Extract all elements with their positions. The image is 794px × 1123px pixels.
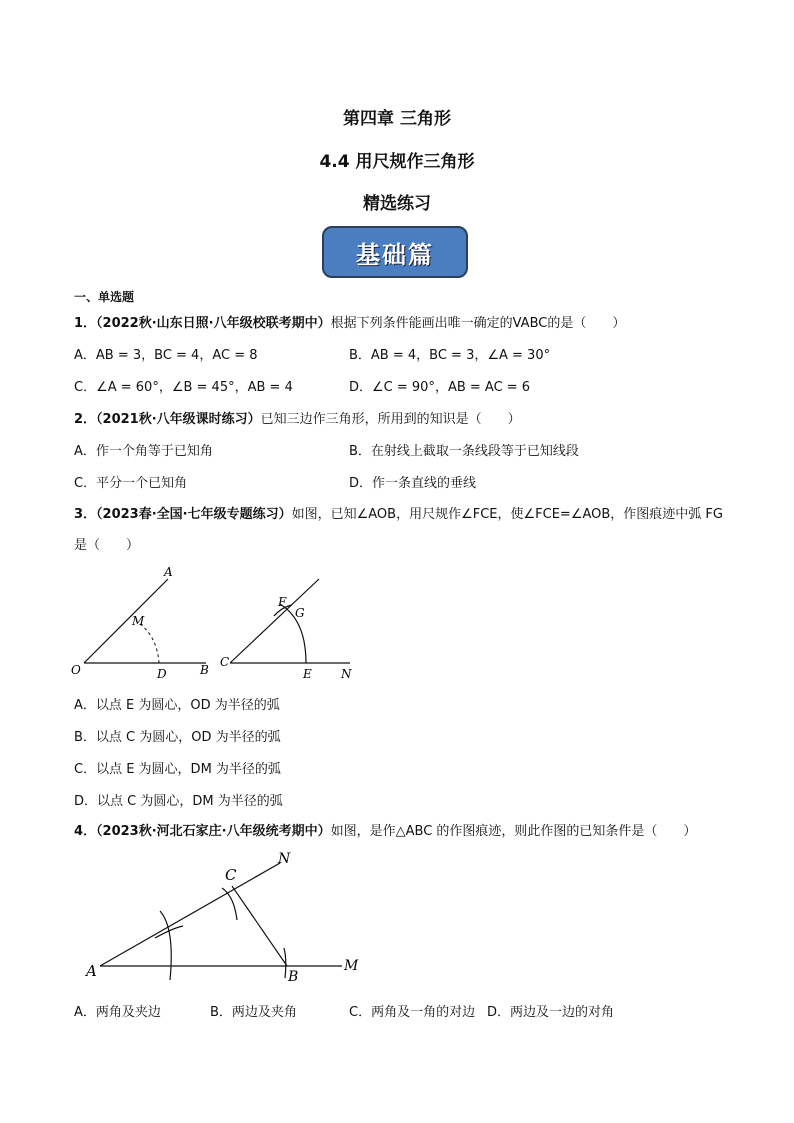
question-3-continued: 是（ ） [74,538,140,553]
q3-option-c[interactable]: C．以点 E 为圆心，DM 为半径的弧 [74,762,281,777]
label-d: D [157,667,167,681]
label-a: A [164,565,173,579]
question-text: 已知三边作三角形，所用到的知识是（ ） [260,412,521,427]
label-a: A [86,962,97,980]
q2-option-d[interactable]: D．作一条直线的垂线 [349,476,477,491]
label-e: E [303,667,312,681]
arc-large-a [160,911,171,980]
label-n: N [341,667,352,681]
label-c: C [225,866,237,884]
q2-option-c[interactable]: C．平分一个已知角 [74,476,188,491]
label-b: B [200,663,209,677]
chapter-title: 第四章 三角形 [343,109,451,129]
q4-figure [80,848,380,988]
ray-an [100,863,280,966]
label-m: M [132,614,145,628]
question-2 [74,411,521,429]
q4-option-b[interactable]: B．两边及夹角 [210,1005,297,1020]
question-source: （2022秋·山东日照·八年级校联考期中） [96,316,331,331]
q3-option-d[interactable]: D．以点 C 为圆心，DM 为半径的弧 [74,794,283,809]
question-4 [74,823,696,841]
subtitle: 精选练习 [363,194,431,214]
question-text: 根据下列条件能画出唯一确定的VABC的是（ ） [330,316,626,331]
question-number: 1． [74,316,97,331]
q1-option-c[interactable]: C．∠A = 60°，∠B = 45°，AB = 4 [74,380,293,395]
question-text: 如图，已知∠AOB，用尺规作∠FCE，使∠FCE=∠AOB，作图痕迹中弧 FG [291,507,723,522]
label-o: O [71,663,81,677]
q2-option-a[interactable]: A．作一个角等于已知角 [74,444,213,459]
question-number: 3． [74,507,97,522]
question-number: 2． [74,412,97,427]
question-text: 如图，是作△ABC 的作图痕迹，则此作图的已知条件是（ ） [330,824,697,839]
arc-c [222,888,237,920]
label-b: B [288,969,299,985]
section-heading: 一、单选题 [74,290,135,304]
label-f: F [278,595,287,609]
q4-option-d[interactable]: D．两边及一边的对角 [487,1005,615,1020]
label-c: C [220,655,230,669]
level-badge: 基础篇 [322,226,468,278]
section-title: 4.4 用尺规作三角形 [319,152,475,172]
question-3 [74,506,723,524]
q4-option-c[interactable]: C．两角及一角的对边 [349,1005,476,1020]
q3-option-b[interactable]: B．以点 C 为圆心，OD 为半径的弧 [74,730,281,745]
q2-option-b[interactable]: B．在射线上截取一条线段等于已知线段 [349,444,579,459]
question-source: （2023春·全国·七年级专题练习） [96,507,292,522]
q1-option-d[interactable]: D．∠C = 90°，AB = AC = 6 [349,380,531,395]
question-source: （2023秋·河北石家庄·八年级统考期中） [96,824,331,839]
label-m: M [344,958,359,974]
dashed-arc-md [140,624,159,663]
q3-option-a[interactable]: A．以点 E 为圆心，OD 为半径的弧 [74,698,280,713]
question-source: （2021秋·八年级课时练习） [96,412,261,427]
label-n: N [278,851,291,867]
q4-option-a[interactable]: A．两角及夹边 [74,1005,161,1020]
segment-cb [232,886,287,966]
label-g: G [295,606,305,620]
q3-figure [60,562,380,687]
q1-option-b[interactable]: B．AB = 4，BC = 3，∠A = 30° [349,348,551,363]
question-number: 4． [74,824,97,839]
q1-option-a[interactable]: A．AB = 3，BC = 4，AC = 8 [74,348,258,363]
ray-oa [84,579,168,663]
question-1 [74,315,625,333]
